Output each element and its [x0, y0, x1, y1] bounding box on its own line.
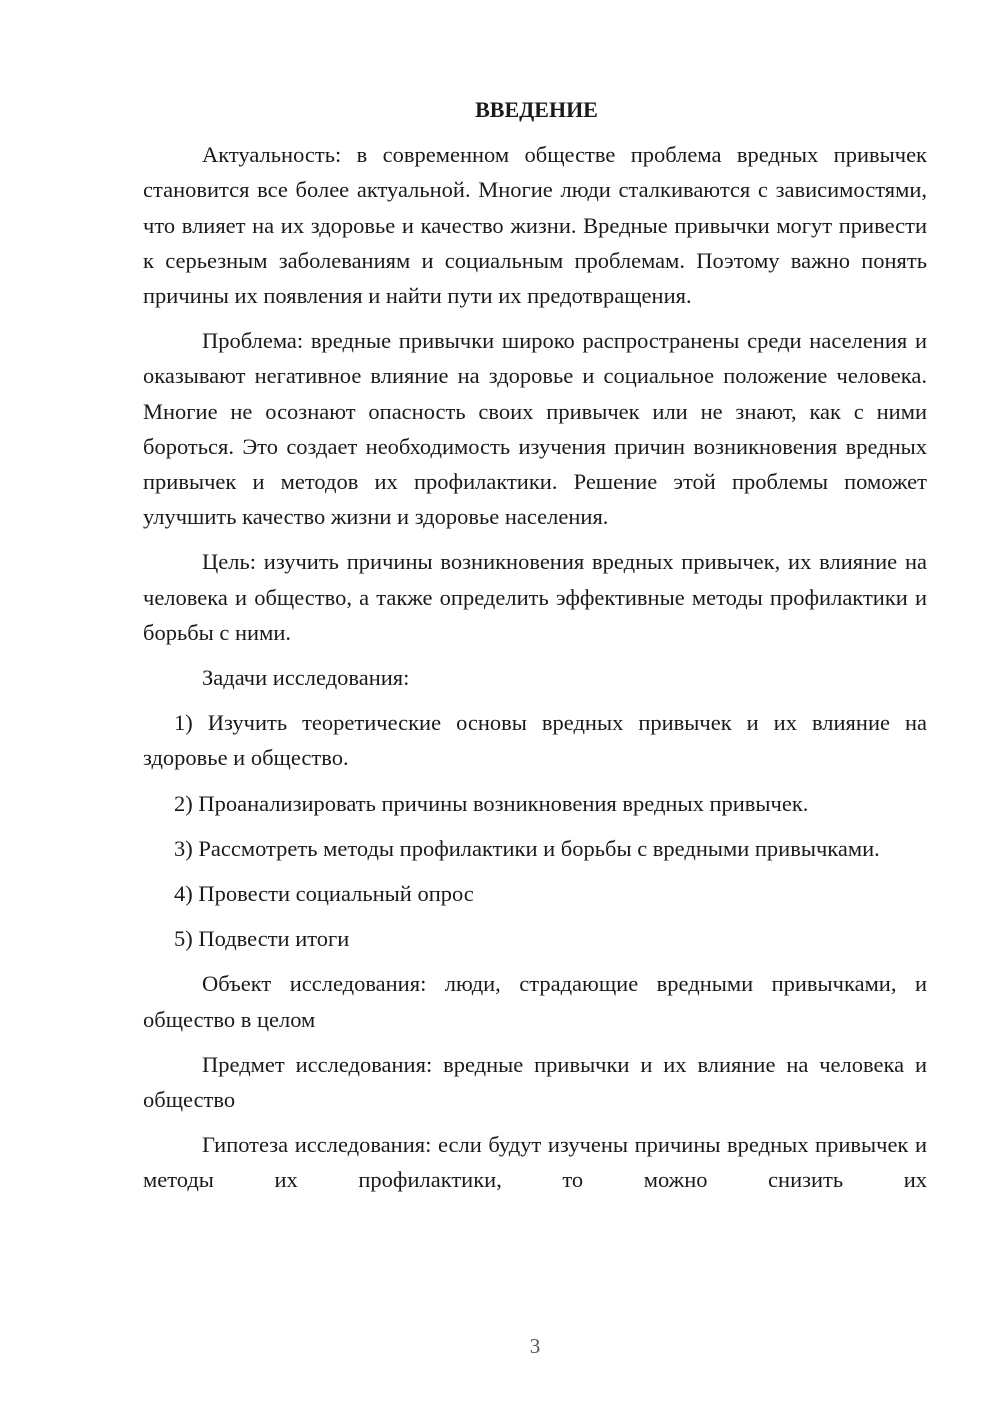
goal-paragraph: Цель: изучить причины возникновения вредных привычек, их влияние на человека и общество, а также определить эффективные методы профилактики и борьбы с ними. [143, 549, 927, 645]
object-paragraph: Объект исследования: люди, страдающие вредными привычками, и общество в целом [143, 971, 927, 1032]
problem-paragraph: Проблема: вредные привычки широко распространены среди населения и оказывают негативное влияние на здоровье и социальное положение человека. Многие не осознают опасность своих привычек или не знают, как с ними бороться. Это создает необходимость изучения причин возникновения вредных привычек и методов их профилактики. Решение этой проблемы поможет улучшить качество жизни и здоровье населения. [143, 328, 927, 530]
page-number: 3 [529, 1334, 541, 1358]
task-item: 5) Подвести итоги [174, 926, 350, 952]
task-item: 1) Изучить теоретические основы вредных привычек и их влияние на здоровье и общество. [143, 710, 927, 771]
relevance-paragraph: Актуальность: в современном обществе проблема вредных привычек становится все более актуальной. Многие люди сталкиваются с зависимостями, что влияет на их здоровье и качество жизни. Вредные привычки могут привести к серьезным заболеваниям и социальным проблемам. Поэтому важно понять причины их появления и найти пути их предотвращения. [143, 142, 927, 309]
subject-paragraph: Предмет исследования: вредные привычки и их влияние на человека и общество [143, 1051, 927, 1113]
tasks-heading: Задачи исследования: [202, 665, 410, 691]
task-item: 2) Проанализировать причины возникновения вредных привычек. [174, 790, 809, 816]
hypothesis-paragraph: Гипотеза исследования: если будут изучены причины вредных привычек и методы их профилактики, то можно снизить их [143, 1132, 927, 1193]
document-page [143, 92, 927, 1208]
task-item: 4) Провести социальный опрос [174, 881, 474, 907]
section-title: ВВЕДЕНИЕ [475, 97, 598, 122]
task-item: 3) Рассмотреть методы профилактики и борьбы с вредными привычками. [174, 835, 880, 861]
